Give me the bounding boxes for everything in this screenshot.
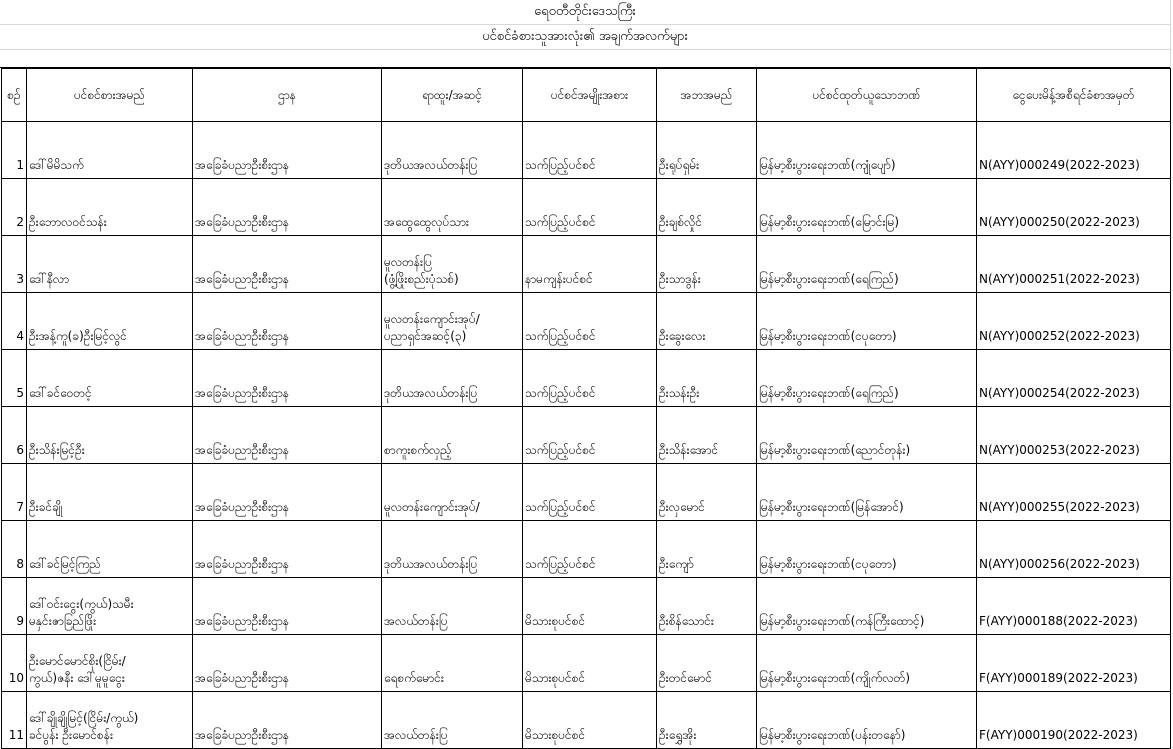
cell-ref[interactable]: F(AYY)000189(2022-2023) bbox=[977, 635, 1171, 692]
header-no[interactable]: စဉ် bbox=[2, 69, 27, 122]
header-father[interactable]: အဘအမည် bbox=[657, 69, 757, 122]
cell-bank[interactable]: မြန်မာ့စီးပွားရေးဘဏ်(ပန်းတနော်) bbox=[757, 692, 977, 749]
cell-type[interactable]: သက်ပြည့်ပင်စင် bbox=[523, 464, 657, 521]
sheet-title: ရေဝတီတိုင်းဒေသကြီး bbox=[0, 0, 1170, 25]
cell-name[interactable]: ဒေါ်ခင်ဝေတင့် bbox=[27, 350, 193, 407]
cell-father[interactable]: ဦးလှမောင် bbox=[657, 464, 757, 521]
blank-row bbox=[0, 50, 1170, 68]
cell-bank[interactable]: မြန်မာ့စီးပွားရေးဘဏ်(ကျိုက်လတ်) bbox=[757, 635, 977, 692]
cell-dept[interactable]: အခြေခံပညာဦးစီးဌာန bbox=[193, 521, 382, 578]
cell-father[interactable]: ဦးသန်းဦး bbox=[657, 350, 757, 407]
cell-name[interactable]: ဦးဘောလဝင်သန်း bbox=[27, 179, 193, 236]
cell-bank[interactable]: မြန်မာ့စီးပွားရေးဘဏ်(ညောင်တုန်း) bbox=[757, 407, 977, 464]
cell-father[interactable]: ဦးခွေးလေး bbox=[657, 293, 757, 350]
table-row bbox=[2, 578, 1171, 635]
cell-bank[interactable]: မြန်မာ့စီးပွားရေးဘဏ်(မြောင်းမြ) bbox=[757, 179, 977, 236]
cell-rank[interactable]: မူလတန်းကျောင်းအုပ်/ bbox=[382, 464, 523, 521]
cell-bank[interactable]: မြန်မာ့စီးပွားရေးဘဏ်(ရေကြည်) bbox=[757, 236, 977, 293]
cell-type[interactable]: သက်ပြည့်ပင်စင် bbox=[523, 407, 657, 464]
cell-type[interactable]: သက်ပြည့်ပင်စင် bbox=[523, 179, 657, 236]
cell-no[interactable]: 1 bbox=[2, 122, 27, 179]
cell-type[interactable]: နာမကျန်းပင်စင် bbox=[523, 236, 657, 293]
header-ref[interactable]: ငွေပေးမိန့်အစီရင်ခံစာအမှတ် bbox=[977, 69, 1171, 122]
cell-name[interactable]: ဒေါ်နီလာ bbox=[27, 236, 193, 293]
table-row bbox=[2, 122, 1171, 179]
header-row bbox=[2, 69, 1171, 122]
cell-no[interactable]: 6 bbox=[2, 407, 27, 464]
cell-dept[interactable]: အခြေခံပညာဦးစီးဌာန bbox=[193, 350, 382, 407]
cell-ref[interactable]: N(AYY)000255(2022-2023) bbox=[977, 464, 1171, 521]
header-bank[interactable]: ပင်စင်ထုတ်ယူသောဘဏ် bbox=[757, 69, 977, 122]
table-row bbox=[2, 293, 1171, 350]
cell-name[interactable]: ဦးခင်ချို bbox=[27, 464, 193, 521]
cell-rank[interactable]: ဒုတိယအလယ်တန်းပြ bbox=[382, 122, 523, 179]
cell-ref[interactable]: N(AYY)000254(2022-2023) bbox=[977, 350, 1171, 407]
header-dept[interactable]: ဌာန bbox=[193, 69, 382, 122]
cell-ref[interactable]: N(AYY)000251(2022-2023) bbox=[977, 236, 1171, 293]
header-rank[interactable]: ရာထူး/အဆင့် bbox=[382, 69, 523, 122]
cell-rank[interactable]: စာကူးစက်လှည့် bbox=[382, 407, 523, 464]
cell-dept[interactable]: အခြေခံပညာဦးစီးဌာန bbox=[193, 293, 382, 350]
cell-name[interactable]: ဦးမောင်မောင်စိုး(ငြိမ်း/ ကွယ်)ဇနီး ဒေါ်မူမူငွေး bbox=[27, 635, 193, 692]
cell-no[interactable]: 2 bbox=[2, 179, 27, 236]
table-row bbox=[2, 407, 1171, 464]
cell-father[interactable]: ဦးသိန်းအောင် bbox=[657, 407, 757, 464]
table-row bbox=[2, 236, 1171, 293]
cell-type[interactable]: သက်ပြည့်ပင်စင် bbox=[523, 293, 657, 350]
cell-bank[interactable]: မြန်မာ့စီးပွားရေးဘဏ်(ကျုံပျော်) bbox=[757, 122, 977, 179]
cell-ref[interactable]: N(AYY)000249(2022-2023) bbox=[977, 122, 1171, 179]
cell-rank[interactable]: မူလတန်းကျောင်းအုပ်/ ပညာရှင်အဆင့်(၃) bbox=[382, 293, 523, 350]
cell-dept[interactable]: အခြေခံပညာဦးစီးဌာန bbox=[193, 122, 382, 179]
cell-no[interactable]: 3 bbox=[2, 236, 27, 293]
cell-ref[interactable]: F(AYY)000190(2022-2023) bbox=[977, 692, 1171, 749]
cell-type[interactable]: သက်ပြည့်ပင်စင် bbox=[523, 350, 657, 407]
cell-dept[interactable]: အခြေခံပညာဦးစီးဌာန bbox=[193, 236, 382, 293]
cell-type[interactable]: သက်ပြည့်ပင်စင် bbox=[523, 521, 657, 578]
cell-father[interactable]: ဦးကျော် bbox=[657, 521, 757, 578]
cell-ref[interactable]: N(AYY)000256(2022-2023) bbox=[977, 521, 1171, 578]
cell-name[interactable]: ဒေါ်ချိုချိုမြင့်(ငြိမ်း/ကွယ်) ခင်ပွန်း ဦးမောင်စန်း bbox=[27, 692, 193, 749]
cell-no[interactable]: 8 bbox=[2, 521, 27, 578]
cell-rank[interactable]: ဒုတိယအလယ်တန်းပြ bbox=[382, 350, 523, 407]
cell-bank[interactable]: မြန်မာ့စီးပွားရေးဘဏ်(ရေကြည်) bbox=[757, 350, 977, 407]
table-row bbox=[2, 350, 1171, 407]
header-type[interactable]: ပင်စင်အမျိုးအစား bbox=[523, 69, 657, 122]
cell-dept[interactable]: အခြေခံပညာဦးစီးဌာန bbox=[193, 578, 382, 635]
cell-father[interactable]: ဦးရွှေအိုး bbox=[657, 692, 757, 749]
cell-dept[interactable]: အခြေခံပညာဦးစီးဌာန bbox=[193, 635, 382, 692]
cell-rank[interactable]: အထွေထွေလုပ်သား bbox=[382, 179, 523, 236]
cell-bank[interactable]: မြန်မာ့စီးပွားရေးဘဏ်(ငပုတော) bbox=[757, 521, 977, 578]
cell-no[interactable]: 7 bbox=[2, 464, 27, 521]
cell-rank[interactable]: ဒုတိယအလယ်တန်းပြ bbox=[382, 521, 523, 578]
cell-ref[interactable]: F(AYY)000188(2022-2023) bbox=[977, 578, 1171, 635]
cell-bank[interactable]: မြန်မာ့စီးပွားရေးဘဏ်(ငပုတော) bbox=[757, 293, 977, 350]
cell-ref[interactable]: N(AYY)000250(2022-2023) bbox=[977, 179, 1171, 236]
cell-no[interactable]: 4 bbox=[2, 293, 27, 350]
cell-rank[interactable]: ရေစက်မောင်း bbox=[382, 635, 523, 692]
cell-type[interactable]: မိသားစုပင်စင် bbox=[523, 578, 657, 635]
table-row bbox=[2, 521, 1171, 578]
cell-name[interactable]: ဦးအန့်ကူ(ခ)ဦးမြင့်လွင် bbox=[27, 293, 193, 350]
header-name[interactable]: ပင်စင်စားအမည် bbox=[27, 69, 193, 122]
cell-name[interactable]: ဒေါ်ခင်မြင့်ကြည် bbox=[27, 521, 193, 578]
cell-bank[interactable]: မြန်မာ့စီးပွားရေးဘဏ်(ကန်ကြီးထောင့်) bbox=[757, 578, 977, 635]
cell-no[interactable]: 9 bbox=[2, 578, 27, 635]
cell-rank[interactable]: မူလတန်းပြ (ဖွံ့ဖြိုးစည်းပုံသစ်) bbox=[382, 236, 523, 293]
cell-no[interactable]: 11 bbox=[2, 692, 27, 749]
cell-dept[interactable]: အခြေခံပညာဦးစီးဌာန bbox=[193, 407, 382, 464]
table-row bbox=[2, 635, 1171, 692]
pensioner-table bbox=[1, 68, 1171, 749]
cell-rank[interactable]: အလယ်တန်းပြ bbox=[382, 692, 523, 749]
cell-father[interactable]: ဦးတင်မောင် bbox=[657, 635, 757, 692]
cell-type[interactable]: မိသားစုပင်စင် bbox=[523, 692, 657, 749]
cell-father[interactable]: ဦးရုပ်ရှမ်း bbox=[657, 122, 757, 179]
cell-type[interactable]: မိသားစုပင်စင် bbox=[523, 635, 657, 692]
cell-father[interactable]: ဦးချစ်လှိုင် bbox=[657, 179, 757, 236]
cell-rank[interactable]: အလယ်တန်းပြ bbox=[382, 578, 523, 635]
table-row bbox=[2, 692, 1171, 749]
cell-ref[interactable]: N(AYY)000253(2022-2023) bbox=[977, 407, 1171, 464]
cell-no[interactable]: 10 bbox=[2, 635, 27, 692]
table-row bbox=[2, 179, 1171, 236]
cell-no[interactable]: 5 bbox=[2, 350, 27, 407]
cell-name[interactable]: ဦးသိန်းမြင့်ဦး bbox=[27, 407, 193, 464]
cell-father[interactable]: ဦးစိန်သောင်း bbox=[657, 578, 757, 635]
cell-father[interactable]: ဦးသာဒွန်း bbox=[657, 236, 757, 293]
cell-dept[interactable]: အခြေခံပညာဦးစီးဌာန bbox=[193, 692, 382, 749]
cell-name[interactable]: ဒေါ်မိမိသက် bbox=[27, 122, 193, 179]
cell-name[interactable]: ဒေါ်ဝင်းငွေး(ကွယ်)သမီး မနှင်းဇာခြည်ဖြိုး bbox=[27, 578, 193, 635]
cell-type[interactable]: သက်ပြည့်ပင်စင် bbox=[523, 122, 657, 179]
cell-dept[interactable]: အခြေခံပညာဦးစီးဌာန bbox=[193, 179, 382, 236]
cell-dept[interactable]: အခြေခံပညာဦးစီးဌာန bbox=[193, 464, 382, 521]
sheet-subtitle: ပင်စင်ခံစားသူအားလုံး၏ အချက်အလက်များ bbox=[0, 25, 1170, 50]
cell-bank[interactable]: မြန်မာ့စီးပွားရေးဘဏ်(မြန်အောင်) bbox=[757, 464, 977, 521]
cell-ref[interactable]: N(AYY)000252(2022-2023) bbox=[977, 293, 1171, 350]
table-row bbox=[2, 464, 1171, 521]
